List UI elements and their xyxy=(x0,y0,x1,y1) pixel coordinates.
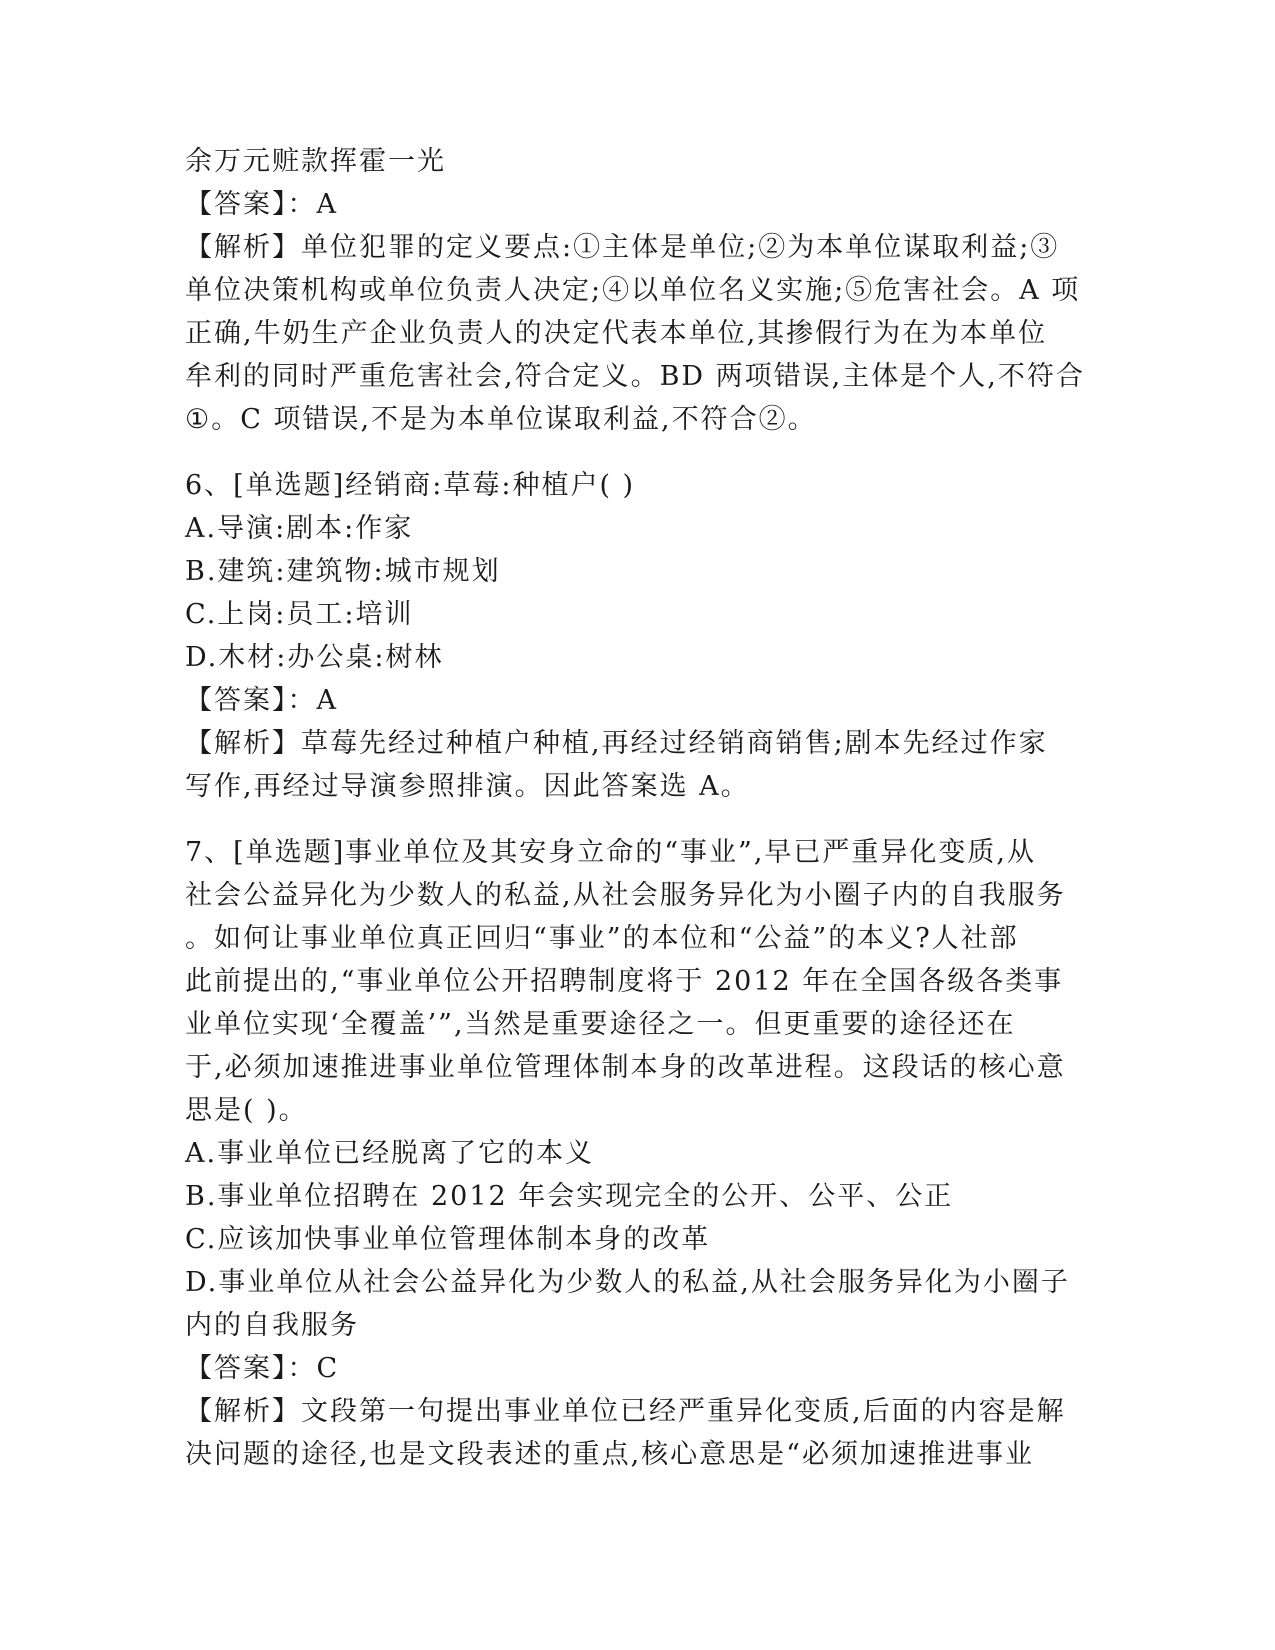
question-7-option-a: A.事业单位已经脱离了它的本义 xyxy=(185,1138,595,1169)
question-7-stem-line: 7、[单选题]事业单位及其安身立命的“事业”,早已严重异化变质,从 xyxy=(185,837,1037,868)
question-7-stem-line: 思是( )。 xyxy=(185,1095,308,1126)
question-5-analysis-line: 牟利的同时严重危害社会,符合定义。BD 两项错误,主体是个人,不符合 xyxy=(185,361,1085,392)
question-7-answer: 【答案】：C xyxy=(185,1353,340,1384)
question-7-stem-line: 社会公益异化为少数人的私益,从社会服务异化为小圈子内的自我服务 xyxy=(185,880,1066,911)
question-7-stem-line: 。如何让事业单位真正回归“事业”的本位和“公益”的本义?人社部 xyxy=(185,923,1019,954)
question-5-analysis-line: 正确,牛奶生产企业负责人的决定代表本单位,其掺假行为在为本单位 xyxy=(185,318,1048,349)
section-spacer xyxy=(185,441,1090,464)
question-6-analysis-line: 写作,再经过导演参照排演。因此答案选 A。 xyxy=(185,771,750,802)
question-7-stem-line: 于,必须加速推进事业单位管理体制本身的改革进程。这段话的核心意 xyxy=(185,1052,1066,1083)
question-6-option-d: D.木材:办公桌:树林 xyxy=(185,642,444,673)
question-7-analysis-line: 决问题的途径,也是文段表述的重点,核心意思是“必须加速推进事业 xyxy=(185,1439,1034,1470)
question-5-tail xyxy=(185,140,1090,441)
question-5-analysis-line: ①。C 项错误,不是为本单位谋取利益,不符合②。 xyxy=(185,404,817,435)
document-page xyxy=(185,140,1090,1476)
question-6 xyxy=(185,464,1090,808)
section-spacer xyxy=(185,808,1090,831)
question-6-option-c: C.上岗:员工:培训 xyxy=(185,599,414,630)
question-6-answer: 【答案】：A xyxy=(185,685,338,716)
question-5-analysis-line: 单位决策机构或单位负责人决定;④以单位名义实施;⑤危害社会。A 项 xyxy=(185,275,1081,306)
question-6-option-b: B.建筑:建筑物:城市规划 xyxy=(185,556,501,587)
question-7-stem-line: 业单位实现‘全覆盖’”,当然是重要途径之一。但更重要的途径还在 xyxy=(185,1009,1016,1040)
question-7-option-d-continued: 内的自我服务 xyxy=(185,1310,359,1341)
question-6-option-a: A.导演:剧本:作家 xyxy=(185,513,414,544)
question-7-option-b: B.事业单位招聘在 2012 年会实现完全的公开、公平、公正 xyxy=(185,1181,954,1212)
question-6-analysis-line: 【解析】草莓先经过种植户种植,再经过经销商销售;剧本先经过作家 xyxy=(185,728,1048,759)
question-5-analysis-line: 【解析】单位犯罪的定义要点:①主体是单位;②为本单位谋取利益;③ xyxy=(185,232,1060,263)
question-6-stem: 6、[单选题]经销商:草莓:种植户( ) xyxy=(185,470,636,501)
question-5-option-tail: 余万元赃款挥霍一光 xyxy=(185,146,446,177)
question-7-option-c: C.应该加快事业单位管理体制本身的改革 xyxy=(185,1224,711,1255)
question-7-stem-line: 此前提出的,“事业单位公开招聘制度将于 2012 年在全国各级各类事 xyxy=(185,966,1064,997)
question-7 xyxy=(185,831,1090,1476)
question-7-option-d: D.事业单位从社会公益异化为少数人的私益,从社会服务异化为小圈子 xyxy=(185,1267,1070,1298)
question-7-analysis-line: 【解析】文段第一句提出事业单位已经严重异化变质,后面的内容是解 xyxy=(185,1396,1066,1427)
question-5-answer: 【答案】：A xyxy=(185,189,338,220)
